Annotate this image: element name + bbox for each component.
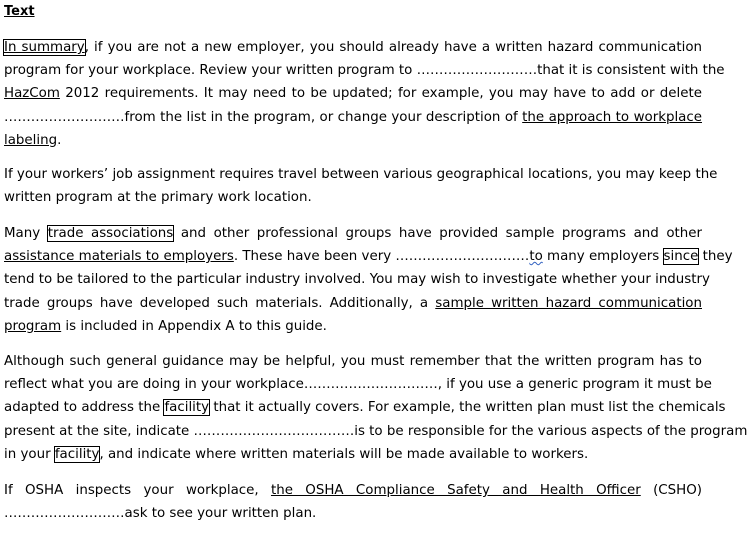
text-line — [4, 292, 702, 315]
text-line — [4, 315, 702, 338]
highlighted-word: facility — [164, 400, 210, 416]
underlined-term: HazCom — [4, 86, 60, 102]
paragraph-summary — [4, 36, 725, 152]
underlined-phrase: assistance materials to employers — [4, 249, 234, 265]
text-line — [4, 245, 733, 268]
text-line — [4, 82, 702, 105]
text-run: 2012 requirements. It may need to be updated; for example, you may have to add or delete — [59, 86, 702, 102]
underlined-phrase: the OSHA Compliance Safety and Health Officer — [270, 483, 641, 498]
text-line: present at the site, indicate ………………………………is to be responsible for the various aspects of the program — [4, 423, 747, 439]
text-line — [4, 479, 702, 502]
flagged-word: to — [529, 249, 543, 265]
text-run: many employers — [542, 249, 664, 265]
text-run: . — [57, 132, 62, 148]
underlined-phrase: the approach to workplace — [522, 109, 702, 125]
text-line — [4, 106, 702, 129]
section-heading: Text — [4, 4, 35, 19]
highlighted-word: facility — [54, 446, 100, 462]
text-run: , if you are not a new employer, you should already have a written hazard communication — [84, 40, 703, 55]
text-line: ………………………ask to see your written plan. — [4, 506, 317, 522]
text-run: trade groups have developed such materials. Additionally, a — [4, 295, 436, 311]
text-run: and other professional groups have provided sample programs and other — [173, 226, 702, 241]
text-run: , and indicate where written materials will be made available to workers. — [99, 446, 589, 462]
text-run: adapted to address the — [4, 400, 165, 416]
text-line — [4, 222, 702, 245]
underlined-phrase: program — [4, 318, 62, 334]
paragraph-general-guidance — [4, 350, 747, 466]
text-run: . These have been very ………………………… — [233, 249, 530, 265]
text-line: written program at the primary work location. — [4, 190, 312, 206]
underlined-phrase: labeling — [4, 132, 58, 148]
text-line — [4, 36, 702, 59]
text-line: tend to be tailored to the particular industry involved. You may wish to investigate whether your industry — [4, 272, 710, 288]
paragraph-osha-inspection — [4, 479, 702, 525]
text-run: Many — [4, 226, 48, 241]
text-run: (CSHO) — [640, 483, 702, 498]
text-run: ………………………from the list in the program, or change your description of — [4, 109, 523, 125]
paragraph-travel — [4, 163, 718, 209]
text-run: is included in Appendix A to this guide. — [61, 318, 327, 334]
text-line: If your workers’ job assignment requires travel between various geographical locations, you may keep the — [4, 167, 718, 182]
text-line — [4, 443, 702, 466]
text-line — [4, 396, 726, 419]
text-run: that it actually covers. For example, the written plan must list the chemicals — [209, 400, 726, 416]
highlighted-phrase: trade associations — [47, 226, 174, 241]
underlined-phrase: sample written hazard communication — [435, 295, 702, 311]
text-run: in your — [4, 446, 55, 462]
text-run: If OSHA inspects your workplace, — [4, 483, 271, 498]
paragraph-trade-associations — [4, 222, 733, 338]
text-line: program for your workplace. Review your written program to ………………………that it is consistent with the — [4, 63, 725, 79]
highlighted-phrase: In summary — [4, 40, 85, 55]
highlighted-word: since — [663, 249, 699, 265]
text-line — [4, 129, 702, 152]
text-line: Although such general guidance may be helpful, you must remember that the written program has to — [4, 354, 702, 369]
text-run: they — [698, 249, 733, 265]
text-line: reflect what you are doing in your workplace…………………………, if you use a generic program it must be — [4, 377, 712, 393]
